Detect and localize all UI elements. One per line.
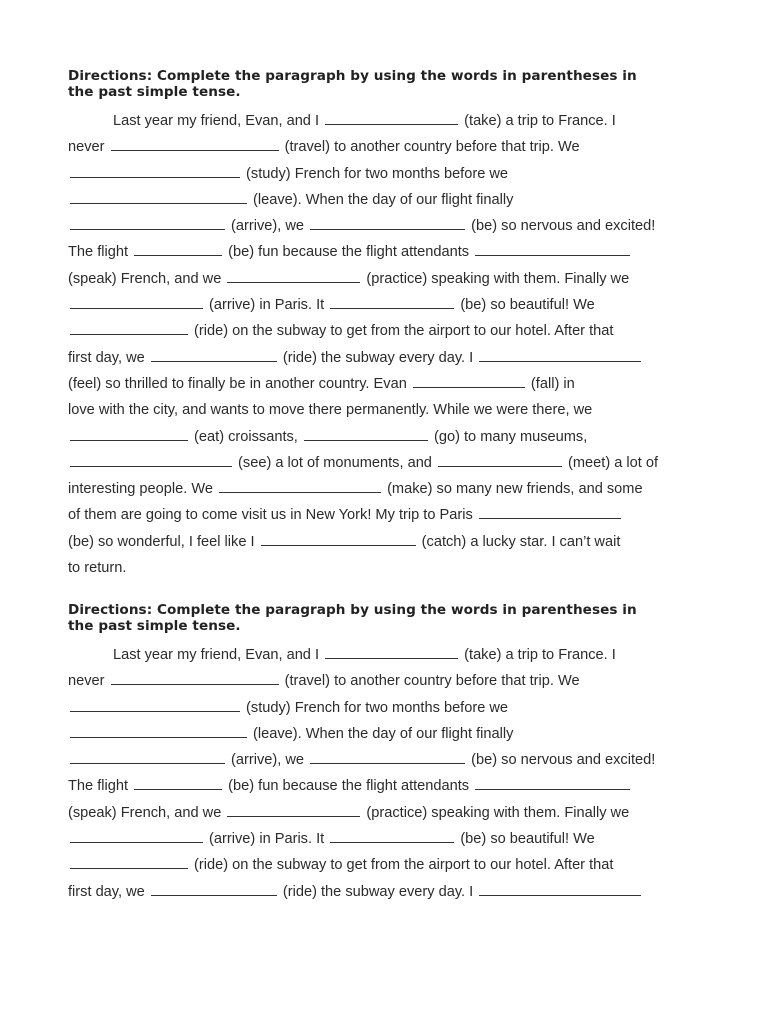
directions-line: the past simple tense. xyxy=(68,618,241,634)
paragraph-text: first day, we xyxy=(68,349,149,366)
answer-blank[interactable] xyxy=(479,504,621,519)
worksheet-section-2 xyxy=(68,602,708,905)
paragraph-line xyxy=(68,555,708,581)
answer-blank[interactable] xyxy=(330,294,454,309)
paragraph-line xyxy=(68,826,708,852)
paragraph-text: of them are going to come visit us in New York! My trip to Paris xyxy=(68,507,477,524)
paragraph-text: (ride) on the subway to get from the airport to our hotel. After that xyxy=(190,857,614,874)
paragraph-text: Last year my friend, Evan, and I xyxy=(113,647,324,663)
paragraph-line xyxy=(68,721,708,747)
answer-blank[interactable] xyxy=(413,373,525,388)
paragraph-text: Last year my friend, Evan, and I xyxy=(113,113,324,129)
paragraph-line xyxy=(68,134,708,160)
paragraph-text: (be) so nervous and excited! xyxy=(467,752,656,769)
paragraph-text: (meet) a lot of xyxy=(563,454,659,471)
answer-blank[interactable] xyxy=(70,163,240,178)
paragraph-text: never xyxy=(68,673,109,690)
paragraph-line xyxy=(68,747,708,773)
paragraph-line xyxy=(68,529,708,555)
answer-blank[interactable] xyxy=(330,828,454,843)
answer-blank[interactable] xyxy=(70,215,225,230)
worksheet-section-1 xyxy=(68,68,708,581)
paragraph-line xyxy=(68,852,708,878)
answer-blank[interactable] xyxy=(438,452,562,467)
paragraph-text: (practice) speaking with them. Finally we xyxy=(362,804,630,821)
paragraph-line xyxy=(68,450,708,476)
answer-blank[interactable] xyxy=(304,426,428,441)
answer-blank[interactable] xyxy=(479,881,641,896)
answer-blank[interactable] xyxy=(70,452,232,467)
paragraph-line xyxy=(68,266,708,292)
answer-blank[interactable] xyxy=(70,320,188,335)
paragraph-line xyxy=(68,476,708,502)
paragraph-line xyxy=(68,642,708,668)
paragraph-line xyxy=(68,695,708,721)
paragraph-text: love with the city, and wants to move there permanently. While we were there, we xyxy=(68,402,593,419)
paragraph-text: (arrive), we xyxy=(227,752,309,769)
directions-heading xyxy=(68,602,708,634)
paragraph-line xyxy=(68,668,708,694)
paragraph-text: (see) a lot of monuments, and xyxy=(234,454,436,471)
paragraph-text: to return. xyxy=(68,560,127,577)
paragraph-text: interesting people. We xyxy=(68,481,218,498)
paragraph-text: (be) so wonderful, I feel like I xyxy=(68,533,259,550)
answer-blank[interactable] xyxy=(310,749,465,764)
answer-blank[interactable] xyxy=(111,670,279,685)
paragraph-text: (make) so many new friends, and some xyxy=(383,481,643,498)
answer-blank[interactable] xyxy=(134,775,222,790)
answer-blank[interactable] xyxy=(70,723,247,738)
answer-blank[interactable] xyxy=(134,241,222,256)
paragraph-line xyxy=(68,161,708,187)
paragraph-line xyxy=(68,187,708,213)
answer-blank[interactable] xyxy=(219,478,381,493)
paragraph-line xyxy=(68,397,708,423)
paragraph-text: (ride) on the subway to get from the airport to our hotel. After that xyxy=(190,323,614,340)
paragraph-text: (be) fun because the flight attendants xyxy=(224,244,474,261)
answer-blank[interactable] xyxy=(261,531,416,546)
answer-blank[interactable] xyxy=(70,854,188,869)
paragraph-text: (eat) croissants, xyxy=(190,428,302,445)
paragraph-text: (leave). When the day of our flight finally xyxy=(249,725,514,742)
paragraph-line xyxy=(68,345,708,371)
paragraph-text: (travel) to another country before that trip. We xyxy=(280,673,580,690)
paragraph-text: (feel) so thrilled to finally be in another country. Evan xyxy=(68,375,411,392)
paragraph-text: (arrive) in Paris. It xyxy=(205,831,329,848)
paragraph-text: never xyxy=(68,139,109,156)
paragraph-text: (leave). When the day of our flight finally xyxy=(249,191,514,208)
paragraph-text: first day, we xyxy=(68,883,149,900)
paragraph-text: The flight xyxy=(68,778,133,795)
paragraph-text: (take) a trip to France. I xyxy=(460,647,616,663)
paragraph-text: (ride) the subway every day. I xyxy=(278,349,478,366)
paragraph-text: (arrive), we xyxy=(227,218,309,235)
directions-line: Directions: Complete the paragraph by using the words in parentheses in xyxy=(68,68,637,84)
paragraph-line xyxy=(68,424,708,450)
paragraph-line xyxy=(68,213,708,239)
directions-heading xyxy=(68,68,708,100)
paragraph-text: (study) French for two months before we xyxy=(242,699,509,716)
paragraph-text: (speak) French, and we xyxy=(68,270,226,287)
answer-blank[interactable] xyxy=(151,347,277,362)
answer-blank[interactable] xyxy=(70,828,203,843)
paragraph-text: (be) so beautiful! We xyxy=(456,831,595,848)
paragraph-text: (study) French for two months before we xyxy=(242,165,509,182)
answer-blank[interactable] xyxy=(227,802,360,817)
paragraph-text: (go) to many museums, xyxy=(429,428,588,445)
answer-blank[interactable] xyxy=(70,294,203,309)
answer-blank[interactable] xyxy=(325,110,458,125)
answer-blank[interactable] xyxy=(70,189,247,204)
answer-blank[interactable] xyxy=(70,697,240,712)
paragraph-text: (arrive) in Paris. It xyxy=(205,297,329,314)
paragraph-text: (fall) in xyxy=(526,375,575,392)
paragraph-text: (ride) the subway every day. I xyxy=(278,883,478,900)
paragraph-line xyxy=(68,239,708,265)
paragraph-line xyxy=(68,108,708,134)
directions-line: Directions: Complete the paragraph by using the words in parentheses in xyxy=(68,602,637,618)
answer-blank[interactable] xyxy=(325,644,458,659)
paragraph-line xyxy=(68,879,708,905)
paragraph-line xyxy=(68,773,708,799)
paragraph-text: (be) fun because the flight attendants xyxy=(224,778,474,795)
paragraph-line xyxy=(68,800,708,826)
answer-blank[interactable] xyxy=(70,749,225,764)
paragraph-text: The flight xyxy=(68,244,133,261)
fill-in-paragraph xyxy=(68,642,708,905)
paragraph-text: (take) a trip to France. I xyxy=(460,113,616,129)
paragraph-text: (be) so nervous and excited! xyxy=(467,218,656,235)
paragraph-text: (practice) speaking with them. Finally we xyxy=(362,270,630,287)
answer-blank[interactable] xyxy=(310,215,465,230)
answer-blank[interactable] xyxy=(475,241,630,256)
fill-in-paragraph xyxy=(68,108,708,581)
paragraph-text: (be) so beautiful! We xyxy=(456,297,595,314)
paragraph-line xyxy=(68,502,708,528)
paragraph-line xyxy=(68,292,708,318)
paragraph-text: (travel) to another country before that trip. We xyxy=(280,139,580,156)
paragraph-text: (speak) French, and we xyxy=(68,804,226,821)
paragraph-line xyxy=(68,318,708,344)
answer-blank[interactable] xyxy=(111,136,279,151)
directions-line: the past simple tense. xyxy=(68,84,241,100)
answer-blank[interactable] xyxy=(70,426,188,441)
paragraph-text: (catch) a lucky star. I can’t wait xyxy=(417,533,621,550)
answer-blank[interactable] xyxy=(227,268,360,283)
paragraph-line xyxy=(68,371,708,397)
answer-blank[interactable] xyxy=(475,775,630,790)
answer-blank[interactable] xyxy=(151,881,277,896)
answer-blank[interactable] xyxy=(479,347,641,362)
